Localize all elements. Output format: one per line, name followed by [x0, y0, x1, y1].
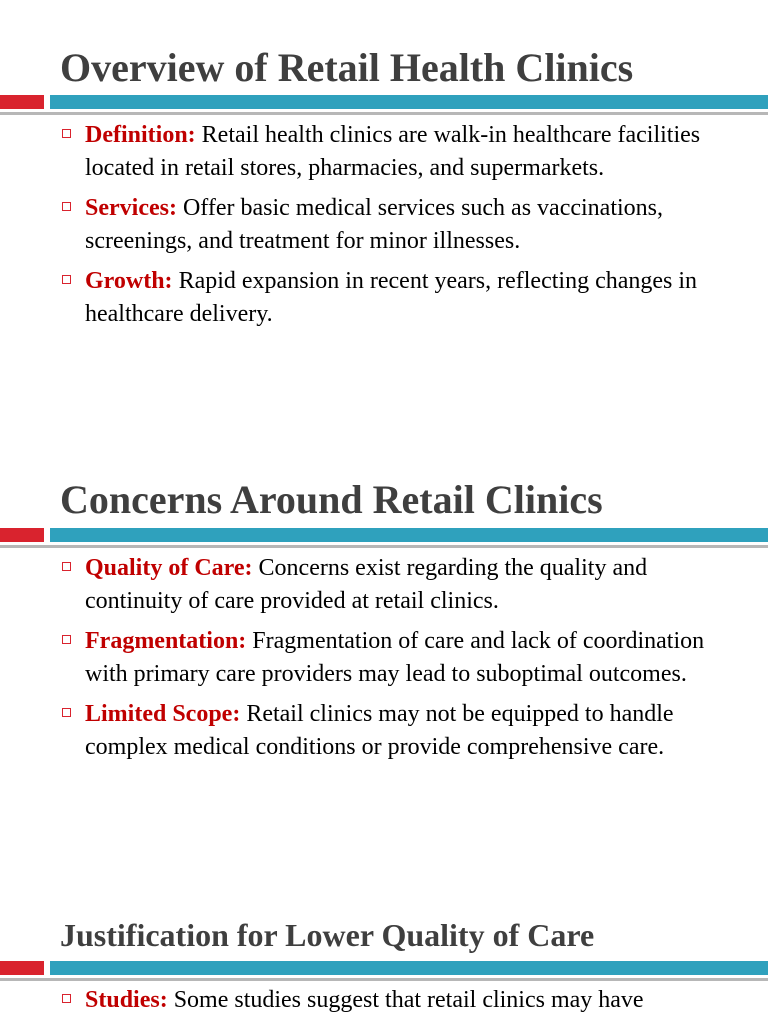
bullet-text: Retail clinics may not be equipped to handle complex medical conditions or provide comprehensive care. — [85, 701, 674, 760]
slide-title: Justification for Lower Quality of Care — [60, 917, 595, 953]
slide-title: Concerns Around Retail Clinics — [60, 477, 603, 522]
title-divider — [0, 95, 768, 119]
divider-teal-bar — [50, 961, 768, 975]
bullet-term: Services: — [85, 195, 177, 221]
divider-red-block — [0, 528, 44, 542]
bullet-item-services — [60, 192, 750, 258]
divider-gray-line — [0, 978, 768, 981]
bullet-text: Fragmentation of care and lack of coordination with primary care providers may lead to suboptimal outcomes. — [85, 628, 705, 687]
bullet-term: Growth: — [85, 268, 173, 294]
divider-red-block — [0, 95, 44, 109]
bullet-text: Some studies suggest that retail clinics may have — [167, 987, 644, 1013]
bullet-item-studies — [60, 984, 750, 1017]
divider-teal-bar — [50, 528, 768, 542]
hollow-square-bullet-icon — [62, 562, 71, 571]
title-divider — [0, 961, 768, 985]
bullet-list — [60, 552, 750, 771]
divider-red-block — [0, 961, 44, 975]
bullet-item-fragmentation — [60, 625, 750, 691]
bullet-item-quality-of-care — [60, 552, 750, 618]
bullet-text: Rapid expansion in recent years, reflecting changes in healthcare delivery. — [85, 268, 698, 327]
hollow-square-bullet-icon — [62, 202, 71, 211]
bullet-list — [60, 984, 750, 1024]
bullet-list — [60, 119, 750, 338]
bullet-text: Concerns exist regarding the quality and continuity of care provided at retail clinics. — [85, 555, 648, 614]
hollow-square-bullet-icon — [62, 994, 71, 1003]
bullet-term: Studies: — [85, 987, 168, 1013]
bullet-term: Definition: — [85, 122, 196, 148]
bullet-term: Fragmentation: — [85, 628, 247, 654]
bullet-text: Offer basic medical services such as vaccinations, screenings, and treatment for minor illnesses. — [85, 195, 664, 254]
slide-title: Overview of Retail Health Clinics — [60, 45, 634, 90]
bullet-item-definition — [60, 119, 750, 185]
hollow-square-bullet-icon — [62, 275, 71, 284]
bullet-term: Quality of Care: — [85, 555, 253, 581]
hollow-square-bullet-icon — [62, 708, 71, 717]
hollow-square-bullet-icon — [62, 635, 71, 644]
hollow-square-bullet-icon — [62, 129, 71, 138]
bullet-text: Retail health clinics are walk-in healthcare facilities located in retail stores, pharmacies, and supermarkets. — [85, 122, 701, 181]
divider-gray-line — [0, 112, 768, 115]
title-divider — [0, 528, 768, 552]
divider-teal-bar — [50, 95, 768, 109]
divider-gray-line — [0, 545, 768, 548]
bullet-item-limited-scope — [60, 698, 750, 764]
bullet-item-growth — [60, 265, 750, 331]
bullet-term: Limited Scope: — [85, 701, 241, 727]
